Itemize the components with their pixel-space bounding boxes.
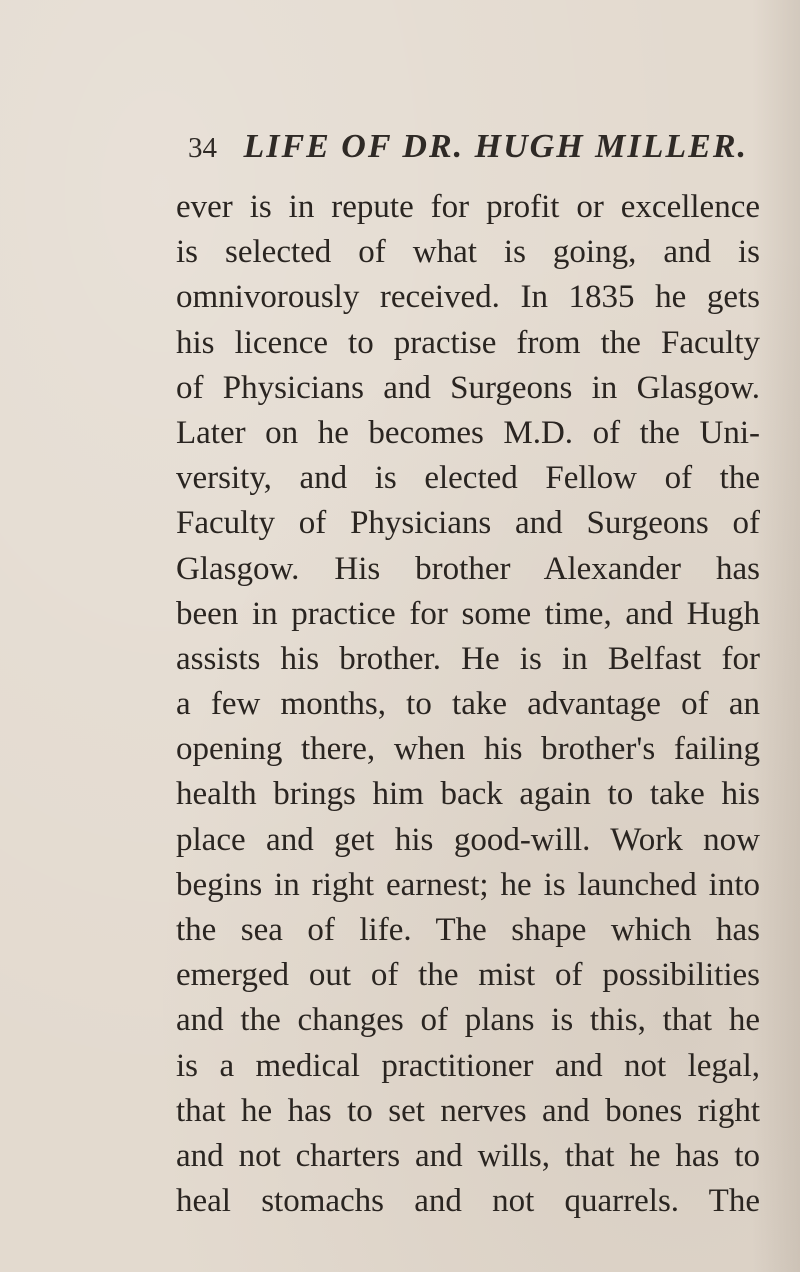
text-line: a few months, to take advantage of an [176, 686, 760, 723]
text-line: and the changes of plans is this, that he [176, 1002, 760, 1039]
text-line: is selected of what is going, and is [176, 234, 760, 271]
text-line: emerged out of the mist of possibilities [176, 957, 760, 994]
body-text [176, 185, 760, 1224]
text-line: been in practice for some time, and Hugh [176, 595, 760, 632]
text-line: Later on he becomes M.D. of the Uni- [176, 414, 760, 451]
text-line: opening there, when his brother's failing [176, 731, 760, 768]
running-title: LIFE OF DR. HUGH MILLER. [243, 128, 748, 165]
text-line: assists his brother. He is in Belfast for [176, 640, 760, 677]
text-line: is a medical practitioner and not legal, [176, 1047, 760, 1084]
text-line: heal stomachs and not quarrels. The [176, 1183, 760, 1220]
text-line: begins in right earnest; he is launched into [176, 866, 760, 903]
text-line: omnivorously received. In 1835 he gets [176, 279, 760, 316]
page-number: 34 [188, 132, 217, 164]
text-line: versity, and is elected Fellow of the [176, 460, 760, 497]
text-line: of Physicians and Surgeons in Glasgow. [176, 369, 760, 406]
text-line: Glasgow. His brother Alexander has [176, 550, 760, 587]
text-line: ever is in repute for profit or excellence [176, 189, 760, 225]
text-line: health brings him back again to take his [176, 776, 760, 813]
text-line: place and get his good-will. Work now [176, 821, 760, 858]
text-line: Faculty of Physicians and Surgeons of [176, 505, 760, 542]
text-line: his licence to practise from the Faculty [176, 324, 760, 361]
text-line: that he has to set nerves and bones right [176, 1092, 760, 1129]
running-head [188, 128, 748, 172]
text-line: and not charters and wills, that he has to [176, 1137, 760, 1174]
text-line: the sea of life. The shape which has [176, 912, 760, 948]
